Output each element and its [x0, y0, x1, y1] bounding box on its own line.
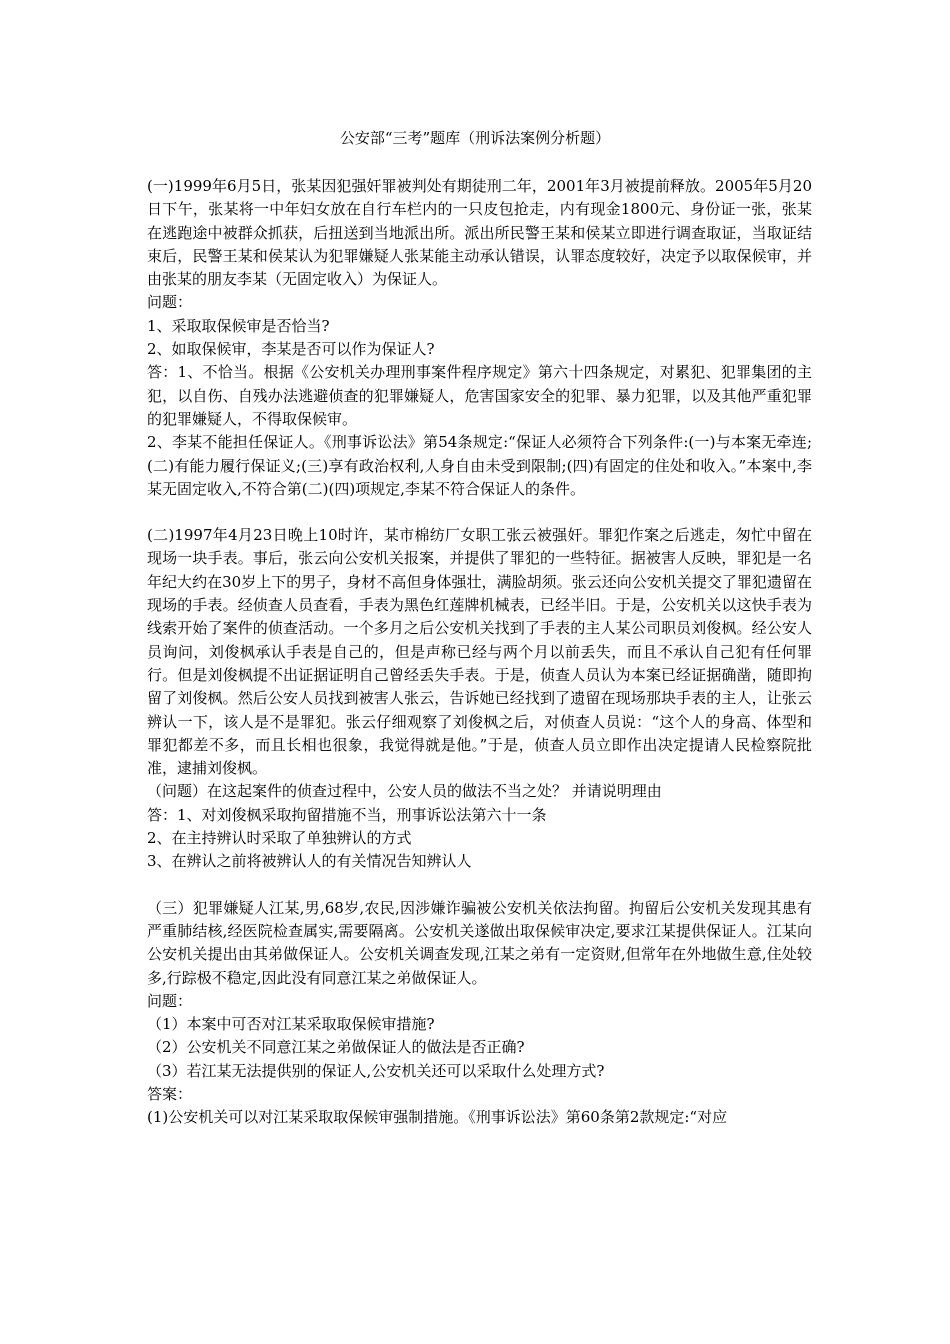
document-body — [147, 175, 812, 1130]
case-3-answer-1: (1)公安机关可以对江某采取取保候审强制措施。《刑事诉讼法》第60条第2款规定:“对应 — [147, 1108, 728, 1127]
case-3-facts: （三）犯罪嫌疑人江某,男,68岁,农民,因涉嫌诈骗被公安机关依法拘留。拘留后公安机关发现其患有严重肺结核,经医院检查属实,需要隔离。公安机关遂做出取保候审决定,要求江某提供保证人。江某向公安机关提出由其弟做保证人。公安机关调查发现,江某之弟有一定资财,但常年在外地做生意,住处较多,行踪极不稳定,因此没有同意江某之弟做保证人。 — [147, 898, 812, 987]
case-3-question-1: （1）本案中可否对江某采取取保候审措施? — [147, 1015, 435, 1034]
case-2-answer-3: 3、在辨认之前将被辨认人的有关情况告知辨认人 — [147, 852, 472, 871]
case-1-answer-1: 答：1、不恰当。根据《公安机关办理刑事案件程序规定》第六十四条规定，对累犯、犯罪集团的主犯，以自伤、自残办法逃避侦查的犯罪嫌疑人，危害国家安全的犯罪、暴力犯罪，以及其他严重犯罪的犯罪嫌疑人，不得取保候审。 — [147, 363, 812, 428]
case-3-question-3: （3）若江某无法提供别的保证人,公安机关还可以采取什么处理方式? — [147, 1061, 605, 1080]
case-1-question-1: 1、采取取保候审是否恰当? — [147, 316, 330, 335]
case-2-answer-2: 2、在主持辨认时采取了单独辨认的方式 — [147, 829, 412, 848]
paragraph-spacer — [147, 501, 812, 524]
document-title: 公安部“三考”题库（刑诉法案例分析题） — [339, 129, 611, 147]
case-3-question-2: （2）公安机关不同意江某之弟做保证人的做法是否正确? — [147, 1038, 525, 1057]
paragraph-spacer — [147, 874, 812, 897]
case-2-question: （问题）在这起案件的侦查过程中，公安人员的做法不当之处？ 并请说明理由 — [147, 782, 662, 801]
case-1-answer-2: 2、李某不能担任保证人。《刑事诉讼法》第54条规定:“保证人必须符合下列条件:(一)与本案无牵连;(二)有能力履行保证义;(三)享有政治权利,人身自由未受到限制;(四)有固定的住处和收入。”本案中,李某无固定收入,不符合第(二)(四)项规定,李某不符合保证人的条件。 — [147, 433, 812, 498]
case-3-answer-label: 答案： — [147, 1084, 193, 1103]
case-2-answer-1: 答：1、对刘俊枫采取拘留措施不当，刑事诉讼法第六十一条 — [147, 805, 547, 824]
case-1-facts: (一)1999年6月5日，张某因犯强奸罪被判处有期徒刑二年，2001年3月被提前释放。2005年5月20日下午，张某将一中年妇女放在自行车栏内的一只皮包抢走，内有现金1800元、身份证一张，张某在逃跑途中被群众抓获，后扭送到当地派出所。派出所民警王某和侯某立即进行调查取证，当取证结束后，民警王某和侯某认为犯罪嫌疑人张某能主动承认错误，认罪态度较好，决定予以取保候审，并由张某的朋友李某（无固定收入）为保证人。 — [147, 177, 812, 289]
case-1-question-2: 2、如取保候审，李某是否可以作为保证人? — [147, 340, 435, 359]
case-2-facts: (二)1997年4月23日晚上10时许，某市棉纺厂女职工张云被强奸。罪犯作案之后逃走，匆忙中留在现场一块手表。事后，张云向公安机关报案，并提供了罪犯的一些特征。据被害人反映，罪犯是一名年纪大约在30岁上下的男子，身材不高但身体强壮，满脸胡须。张云还向公安机关提交了罪犯遗留在现场的手表。经侦查人员查看，手表为黑色红莲牌机械表，已经半旧。于是，公安机关以这快手表为线索开始了案件的侦查活动。一个多月之后公安机关找到了手表的主人某公司职员刘俊枫。经公安人员询问，刘俊枫承认手表是自己的，但是声称已经与两个月以前丢失，而且不承认自己犯有任何罪行。但是刘俊枫提不出证据证明自己曾经丢失手表。于是，侦查人员认为本案已经证据确凿，随即拘留了刘俊枫。然后公安人员找到被害人张云，告诉她已经找到了遗留在现场那块手表的主人，让张云辨认一下，该人是不是罪犯。张云仔细观察了刘俊枫之后，对侦查人员说：“这个人的身高、体型和罪犯都差不多，而且长相也很象，我觉得就是他。”于是，侦查人员立即作出决定提请人民检察院批准，逮捕刘俊枫。 — [147, 526, 812, 778]
case-3-question-label: 问题： — [147, 991, 193, 1010]
case-1-question-label: 问题： — [147, 293, 193, 312]
